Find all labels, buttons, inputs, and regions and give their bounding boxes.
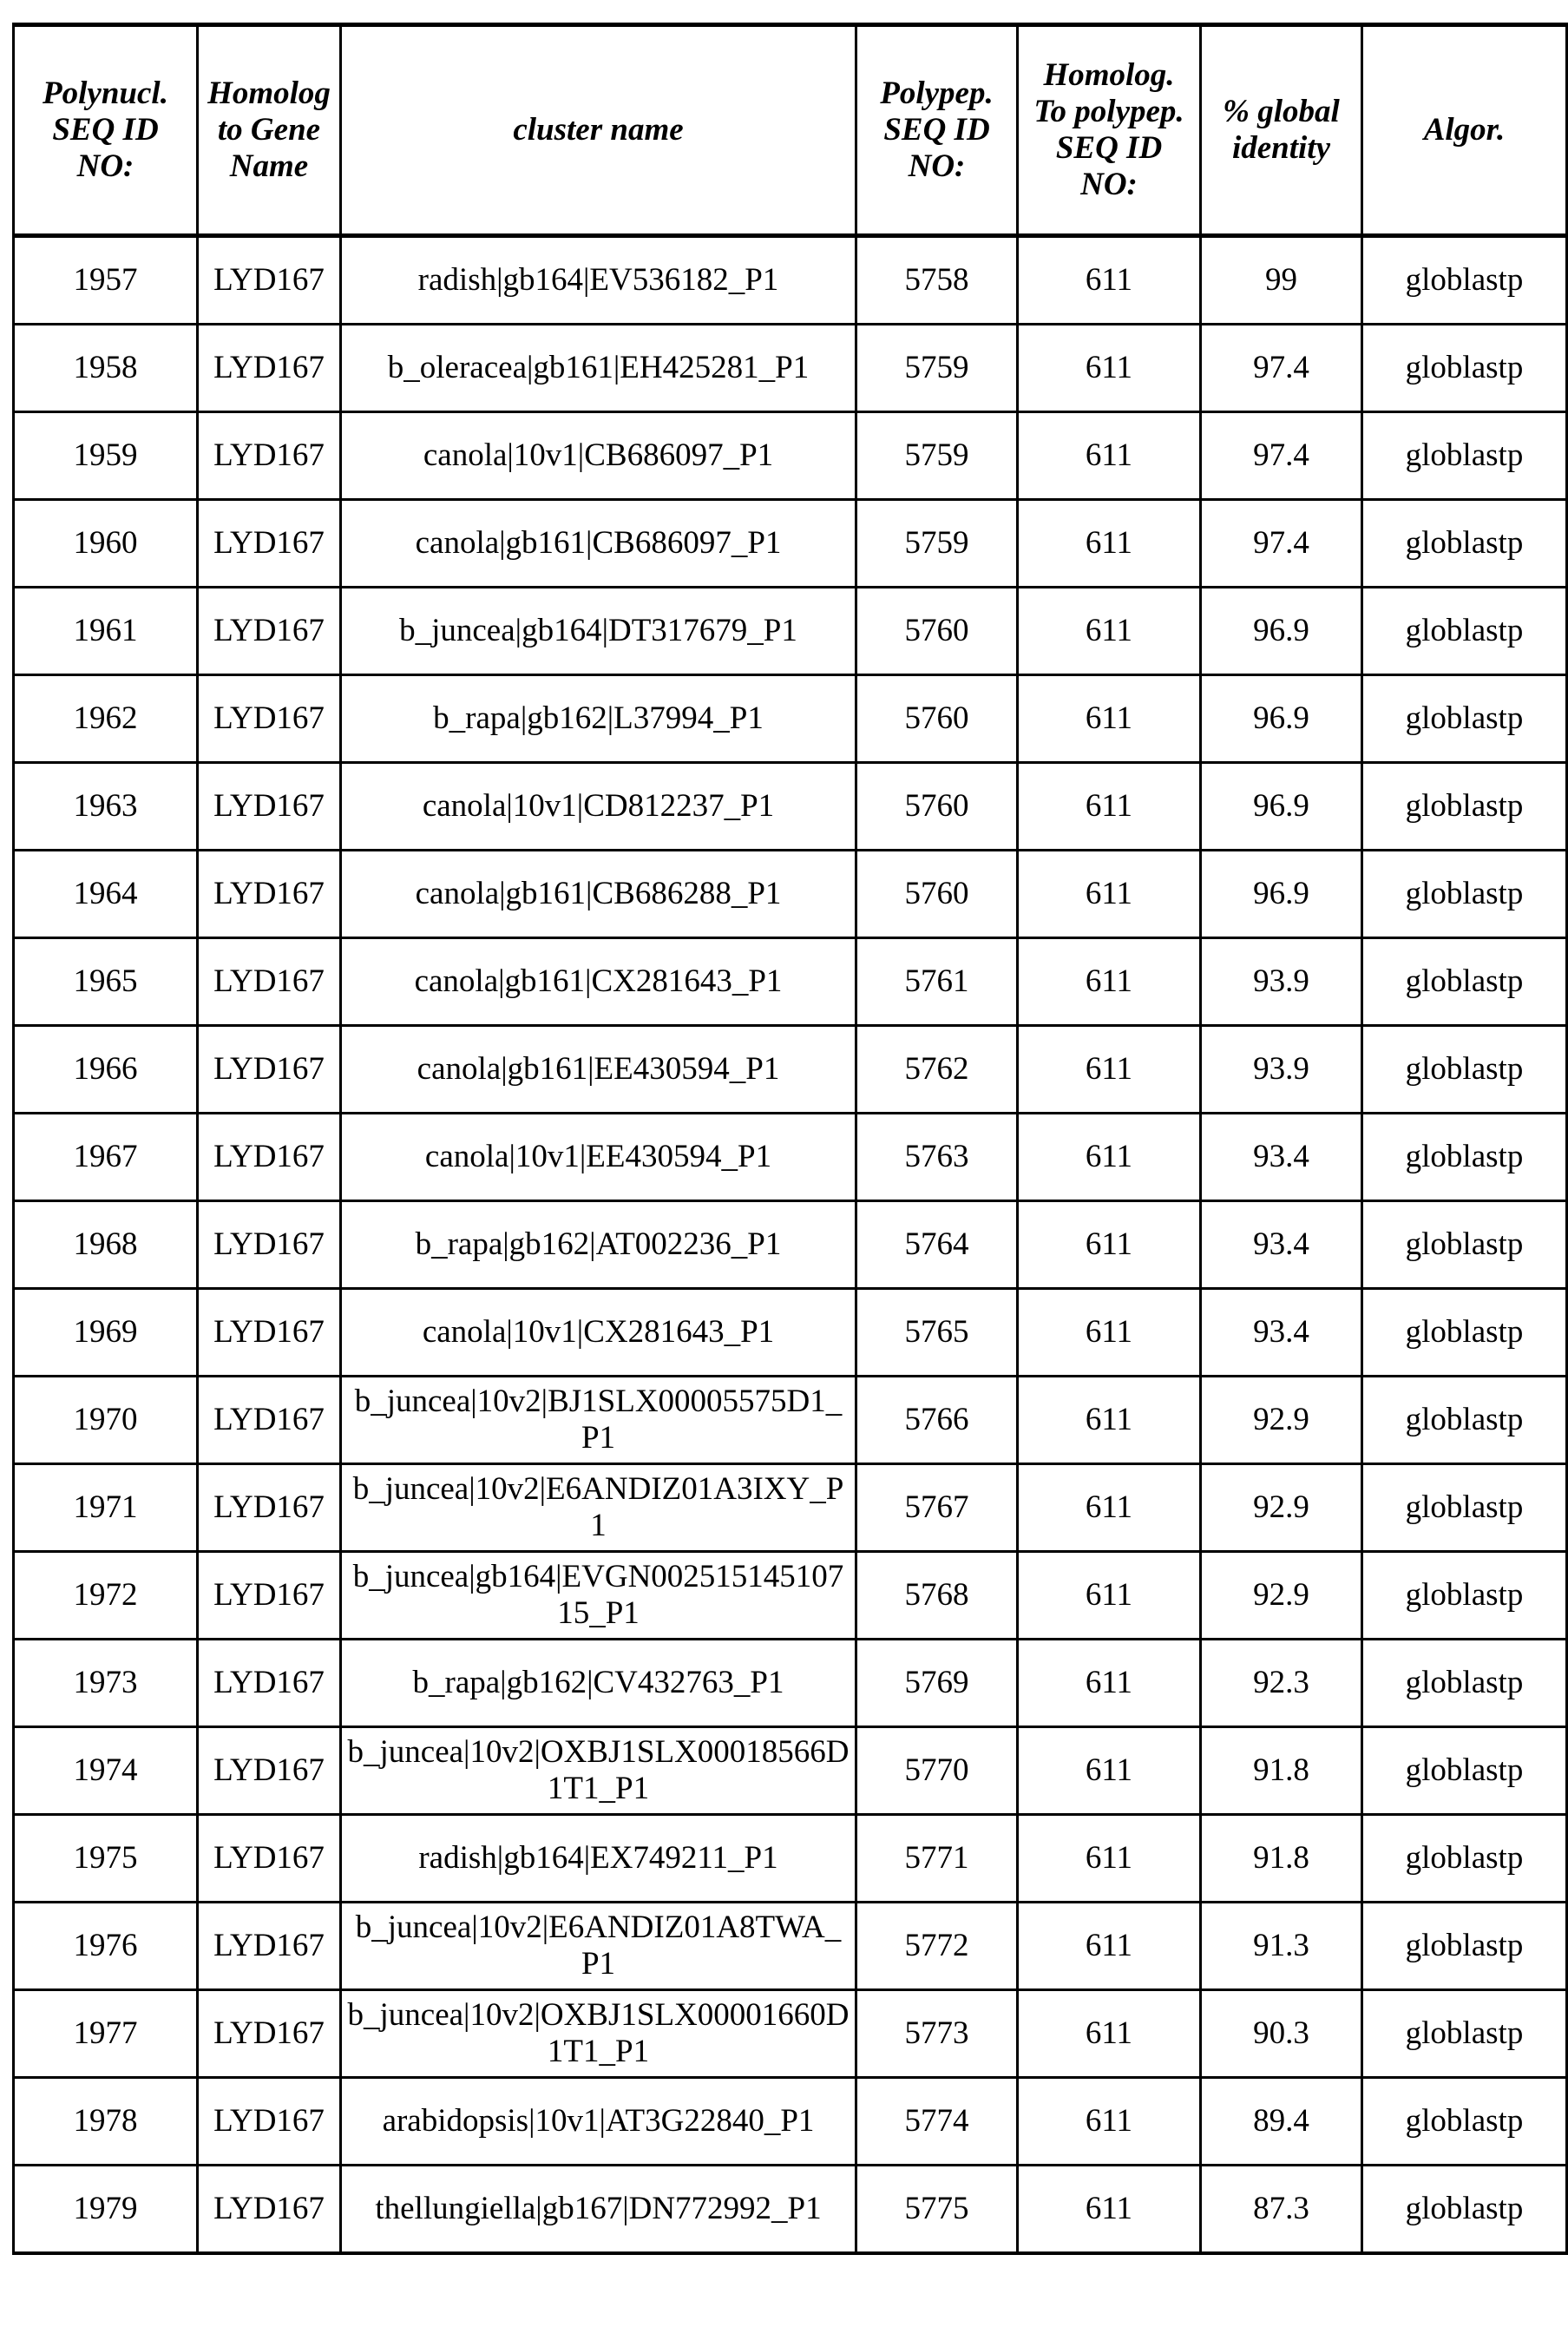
polypep-seq-id-cell: 5771 <box>856 1815 1018 1903</box>
algorithm-cell: globlastp <box>1362 1201 1567 1289</box>
table-row <box>14 938 1567 1026</box>
table-row <box>14 1026 1567 1114</box>
polynucl-seq-id-cell: 1977 <box>14 1990 198 2078</box>
homolog-polypep-seq-id-cell: 611 <box>1018 500 1201 588</box>
polynucl-seq-id-cell: 1971 <box>14 1464 198 1552</box>
polynucl-seq-id-cell: 1969 <box>14 1289 198 1377</box>
polypep-seq-id-cell: 5759 <box>856 500 1018 588</box>
global-identity-cell: 99 <box>1201 236 1362 325</box>
header-algorithm: Algor. <box>1362 25 1567 236</box>
global-identity-cell: 97.4 <box>1201 500 1362 588</box>
cluster-name-cell: arabidopsis|10v1|AT3G22840_P1 <box>341 2078 856 2166</box>
homolog-polypep-seq-id-cell: 611 <box>1018 938 1201 1026</box>
gene-name-cell: LYD167 <box>198 1552 341 1640</box>
algorithm-cell: globlastp <box>1362 236 1567 325</box>
table-row <box>14 325 1567 412</box>
gene-name-cell: LYD167 <box>198 1903 341 1990</box>
cluster-name-cell: canola|10v1|EE430594_P1 <box>341 1114 856 1201</box>
gene-name-cell: LYD167 <box>198 500 341 588</box>
global-identity-cell: 93.9 <box>1201 938 1362 1026</box>
cluster-name-cell: b_juncea|10v2|E6ANDIZ01A3IXY_P1 <box>341 1464 856 1552</box>
gene-name-cell: LYD167 <box>198 1815 341 1903</box>
gene-name-cell: LYD167 <box>198 325 341 412</box>
header-row <box>14 25 1567 236</box>
homolog-polypep-seq-id-cell: 611 <box>1018 1114 1201 1201</box>
homolog-polypep-seq-id-cell: 611 <box>1018 1990 1201 2078</box>
polynucl-seq-id-cell: 1960 <box>14 500 198 588</box>
polypep-seq-id-cell: 5759 <box>856 325 1018 412</box>
algorithm-cell: globlastp <box>1362 500 1567 588</box>
gene-name-cell: LYD167 <box>198 675 341 763</box>
cluster-name-cell: canola|gb161|CX281643_P1 <box>341 938 856 1026</box>
polypep-seq-id-cell: 5770 <box>856 1727 1018 1815</box>
cluster-name-cell: radish|gb164|EV536182_P1 <box>341 236 856 325</box>
homolog-polypep-seq-id-cell: 611 <box>1018 1201 1201 1289</box>
algorithm-cell: globlastp <box>1362 1815 1567 1903</box>
algorithm-cell: globlastp <box>1362 588 1567 675</box>
algorithm-cell: globlastp <box>1362 1640 1567 1727</box>
cluster-name-cell: b_rapa|gb162|AT002236_P1 <box>341 1201 856 1289</box>
gene-name-cell: LYD167 <box>198 938 341 1026</box>
global-identity-cell: 93.4 <box>1201 1114 1362 1201</box>
algorithm-cell: globlastp <box>1362 1552 1567 1640</box>
polypep-seq-id-cell: 5761 <box>856 938 1018 1026</box>
gene-name-cell: LYD167 <box>198 851 341 938</box>
algorithm-cell: globlastp <box>1362 938 1567 1026</box>
homolog-polypep-seq-id-cell: 611 <box>1018 1815 1201 1903</box>
gene-name-cell: LYD167 <box>198 763 341 851</box>
polynucl-seq-id-cell: 1974 <box>14 1727 198 1815</box>
global-identity-cell: 97.4 <box>1201 412 1362 500</box>
polypep-seq-id-cell: 5768 <box>856 1552 1018 1640</box>
homolog-polypep-seq-id-cell: 611 <box>1018 1377 1201 1464</box>
algorithm-cell: globlastp <box>1362 412 1567 500</box>
homolog-polypep-seq-id-cell: 611 <box>1018 1552 1201 1640</box>
global-identity-cell: 93.4 <box>1201 1289 1362 1377</box>
homolog-polypep-seq-id-cell: 611 <box>1018 1464 1201 1552</box>
table-row <box>14 1990 1567 2078</box>
table-row <box>14 500 1567 588</box>
header-global-identity: % global identity <box>1201 25 1362 236</box>
cluster-name-cell: b_oleracea|gb161|EH425281_P1 <box>341 325 856 412</box>
header-homolog-polypep-seq-id: Homolog. To polypep. SEQ ID NO: <box>1018 25 1201 236</box>
polypep-seq-id-cell: 5760 <box>856 675 1018 763</box>
polypep-seq-id-cell: 5775 <box>856 2166 1018 2254</box>
table-row <box>14 1552 1567 1640</box>
algorithm-cell: globlastp <box>1362 851 1567 938</box>
cluster-name-cell: b_juncea|10v2|E6ANDIZ01A8TWA_P1 <box>341 1903 856 1990</box>
table-row <box>14 1377 1567 1464</box>
cluster-name-cell: canola|gb161|CB686097_P1 <box>341 500 856 588</box>
homolog-polypep-seq-id-cell: 611 <box>1018 675 1201 763</box>
table-row <box>14 1903 1567 1990</box>
polynucl-seq-id-cell: 1964 <box>14 851 198 938</box>
polypep-seq-id-cell: 5774 <box>856 2078 1018 2166</box>
cluster-name-cell: canola|gb161|EE430594_P1 <box>341 1026 856 1114</box>
gene-name-cell: LYD167 <box>198 1114 341 1201</box>
algorithm-cell: globlastp <box>1362 675 1567 763</box>
homolog-polypep-seq-id-cell: 611 <box>1018 1727 1201 1815</box>
global-identity-cell: 91.8 <box>1201 1727 1362 1815</box>
table-row <box>14 1201 1567 1289</box>
table-row <box>14 2166 1567 2254</box>
global-identity-cell: 90.3 <box>1201 1990 1362 2078</box>
global-identity-cell: 92.3 <box>1201 1640 1362 1727</box>
polypep-seq-id-cell: 5759 <box>856 412 1018 500</box>
table-row <box>14 851 1567 938</box>
cluster-name-cell: b_juncea|gb164|EVGN00251514510715_P1 <box>341 1552 856 1640</box>
gene-name-cell: LYD167 <box>198 1727 341 1815</box>
polypep-seq-id-cell: 5763 <box>856 1114 1018 1201</box>
table-row <box>14 236 1567 325</box>
global-identity-cell: 92.9 <box>1201 1377 1362 1464</box>
homolog-table <box>12 23 1568 2255</box>
algorithm-cell: globlastp <box>1362 1377 1567 1464</box>
gene-name-cell: LYD167 <box>198 1201 341 1289</box>
algorithm-cell: globlastp <box>1362 1903 1567 1990</box>
cluster-name-cell: canola|10v1|CD812237_P1 <box>341 763 856 851</box>
polypep-seq-id-cell: 5760 <box>856 588 1018 675</box>
polypep-seq-id-cell: 5758 <box>856 236 1018 325</box>
algorithm-cell: globlastp <box>1362 1114 1567 1201</box>
global-identity-cell: 96.9 <box>1201 851 1362 938</box>
homolog-polypep-seq-id-cell: 611 <box>1018 412 1201 500</box>
table-row <box>14 412 1567 500</box>
global-identity-cell: 91.3 <box>1201 1903 1362 1990</box>
polynucl-seq-id-cell: 1965 <box>14 938 198 1026</box>
table-body <box>14 236 1567 2254</box>
header-homolog-gene-name: Homolog to Gene Name <box>198 25 341 236</box>
global-identity-cell: 96.9 <box>1201 588 1362 675</box>
polynucl-seq-id-cell: 1968 <box>14 1201 198 1289</box>
gene-name-cell: LYD167 <box>198 1990 341 2078</box>
algorithm-cell: globlastp <box>1362 325 1567 412</box>
table-row <box>14 1289 1567 1377</box>
algorithm-cell: globlastp <box>1362 1026 1567 1114</box>
gene-name-cell: LYD167 <box>198 1464 341 1552</box>
cluster-name-cell: thellungiella|gb167|DN772992_P1 <box>341 2166 856 2254</box>
table-header <box>14 25 1567 236</box>
table-row <box>14 2078 1567 2166</box>
polynucl-seq-id-cell: 1978 <box>14 2078 198 2166</box>
homolog-polypep-seq-id-cell: 611 <box>1018 325 1201 412</box>
polynucl-seq-id-cell: 1966 <box>14 1026 198 1114</box>
global-identity-cell: 96.9 <box>1201 763 1362 851</box>
global-identity-cell: 97.4 <box>1201 325 1362 412</box>
polypep-seq-id-cell: 5769 <box>856 1640 1018 1727</box>
algorithm-cell: globlastp <box>1362 1990 1567 2078</box>
cluster-name-cell: radish|gb164|EX749211_P1 <box>341 1815 856 1903</box>
table-row <box>14 675 1567 763</box>
polypep-seq-id-cell: 5772 <box>856 1903 1018 1990</box>
polypep-seq-id-cell: 5760 <box>856 851 1018 938</box>
polynucl-seq-id-cell: 1963 <box>14 763 198 851</box>
global-identity-cell: 96.9 <box>1201 675 1362 763</box>
polynucl-seq-id-cell: 1979 <box>14 2166 198 2254</box>
homolog-polypep-seq-id-cell: 611 <box>1018 1289 1201 1377</box>
polynucl-seq-id-cell: 1973 <box>14 1640 198 1727</box>
polypep-seq-id-cell: 5765 <box>856 1289 1018 1377</box>
homolog-polypep-seq-id-cell: 611 <box>1018 851 1201 938</box>
polynucl-seq-id-cell: 1976 <box>14 1903 198 1990</box>
polypep-seq-id-cell: 5764 <box>856 1201 1018 1289</box>
polynucl-seq-id-cell: 1959 <box>14 412 198 500</box>
global-identity-cell: 92.9 <box>1201 1464 1362 1552</box>
cluster-name-cell: canola|10v1|CB686097_P1 <box>341 412 856 500</box>
cluster-name-cell: canola|gb161|CB686288_P1 <box>341 851 856 938</box>
global-identity-cell: 91.8 <box>1201 1815 1362 1903</box>
polynucl-seq-id-cell: 1967 <box>14 1114 198 1201</box>
header-cluster-name: cluster name <box>341 25 856 236</box>
table-row <box>14 1464 1567 1552</box>
table-row <box>14 1727 1567 1815</box>
homolog-polypep-seq-id-cell: 611 <box>1018 1026 1201 1114</box>
polynucl-seq-id-cell: 1957 <box>14 236 198 325</box>
gene-name-cell: LYD167 <box>198 588 341 675</box>
gene-name-cell: LYD167 <box>198 1377 341 1464</box>
polynucl-seq-id-cell: 1972 <box>14 1552 198 1640</box>
polypep-seq-id-cell: 5766 <box>856 1377 1018 1464</box>
homolog-polypep-seq-id-cell: 611 <box>1018 236 1201 325</box>
homolog-polypep-seq-id-cell: 611 <box>1018 1640 1201 1727</box>
gene-name-cell: LYD167 <box>198 2078 341 2166</box>
algorithm-cell: globlastp <box>1362 2078 1567 2166</box>
homolog-polypep-seq-id-cell: 611 <box>1018 2166 1201 2254</box>
homolog-polypep-seq-id-cell: 611 <box>1018 1903 1201 1990</box>
polynucl-seq-id-cell: 1958 <box>14 325 198 412</box>
header-polynucl-seq-id: Polynucl. SEQ ID NO: <box>14 25 198 236</box>
polynucl-seq-id-cell: 1961 <box>14 588 198 675</box>
algorithm-cell: globlastp <box>1362 1727 1567 1815</box>
homolog-table-container <box>12 23 1568 2255</box>
gene-name-cell: LYD167 <box>198 1026 341 1114</box>
cluster-name-cell: b_juncea|gb164|DT317679_P1 <box>341 588 856 675</box>
cluster-name-cell: b_rapa|gb162|CV432763_P1 <box>341 1640 856 1727</box>
homolog-polypep-seq-id-cell: 611 <box>1018 588 1201 675</box>
polynucl-seq-id-cell: 1975 <box>14 1815 198 1903</box>
table-row <box>14 588 1567 675</box>
polypep-seq-id-cell: 5760 <box>856 763 1018 851</box>
global-identity-cell: 89.4 <box>1201 2078 1362 2166</box>
cluster-name-cell: canola|10v1|CX281643_P1 <box>341 1289 856 1377</box>
cluster-name-cell: b_juncea|10v2|BJ1SLX00005575D1_P1 <box>341 1377 856 1464</box>
table-row <box>14 763 1567 851</box>
cluster-name-cell: b_juncea|10v2|OXBJ1SLX00001660D1T1_P1 <box>341 1990 856 2078</box>
cluster-name-cell: b_juncea|10v2|OXBJ1SLX00018566D1T1_P1 <box>341 1727 856 1815</box>
gene-name-cell: LYD167 <box>198 1640 341 1727</box>
header-polypep-seq-id: Polypep. SEQ ID NO: <box>856 25 1018 236</box>
global-identity-cell: 93.9 <box>1201 1026 1362 1114</box>
table-row <box>14 1114 1567 1201</box>
table-row <box>14 1815 1567 1903</box>
global-identity-cell: 92.9 <box>1201 1552 1362 1640</box>
global-identity-cell: 87.3 <box>1201 2166 1362 2254</box>
gene-name-cell: LYD167 <box>198 236 341 325</box>
table-row <box>14 1640 1567 1727</box>
algorithm-cell: globlastp <box>1362 2166 1567 2254</box>
cluster-name-cell: b_rapa|gb162|L37994_P1 <box>341 675 856 763</box>
homolog-polypep-seq-id-cell: 611 <box>1018 763 1201 851</box>
polypep-seq-id-cell: 5773 <box>856 1990 1018 2078</box>
polynucl-seq-id-cell: 1962 <box>14 675 198 763</box>
algorithm-cell: globlastp <box>1362 1464 1567 1552</box>
gene-name-cell: LYD167 <box>198 412 341 500</box>
polynucl-seq-id-cell: 1970 <box>14 1377 198 1464</box>
polypep-seq-id-cell: 5767 <box>856 1464 1018 1552</box>
global-identity-cell: 93.4 <box>1201 1201 1362 1289</box>
polypep-seq-id-cell: 5762 <box>856 1026 1018 1114</box>
algorithm-cell: globlastp <box>1362 1289 1567 1377</box>
gene-name-cell: LYD167 <box>198 1289 341 1377</box>
algorithm-cell: globlastp <box>1362 763 1567 851</box>
homolog-polypep-seq-id-cell: 611 <box>1018 2078 1201 2166</box>
gene-name-cell: LYD167 <box>198 2166 341 2254</box>
